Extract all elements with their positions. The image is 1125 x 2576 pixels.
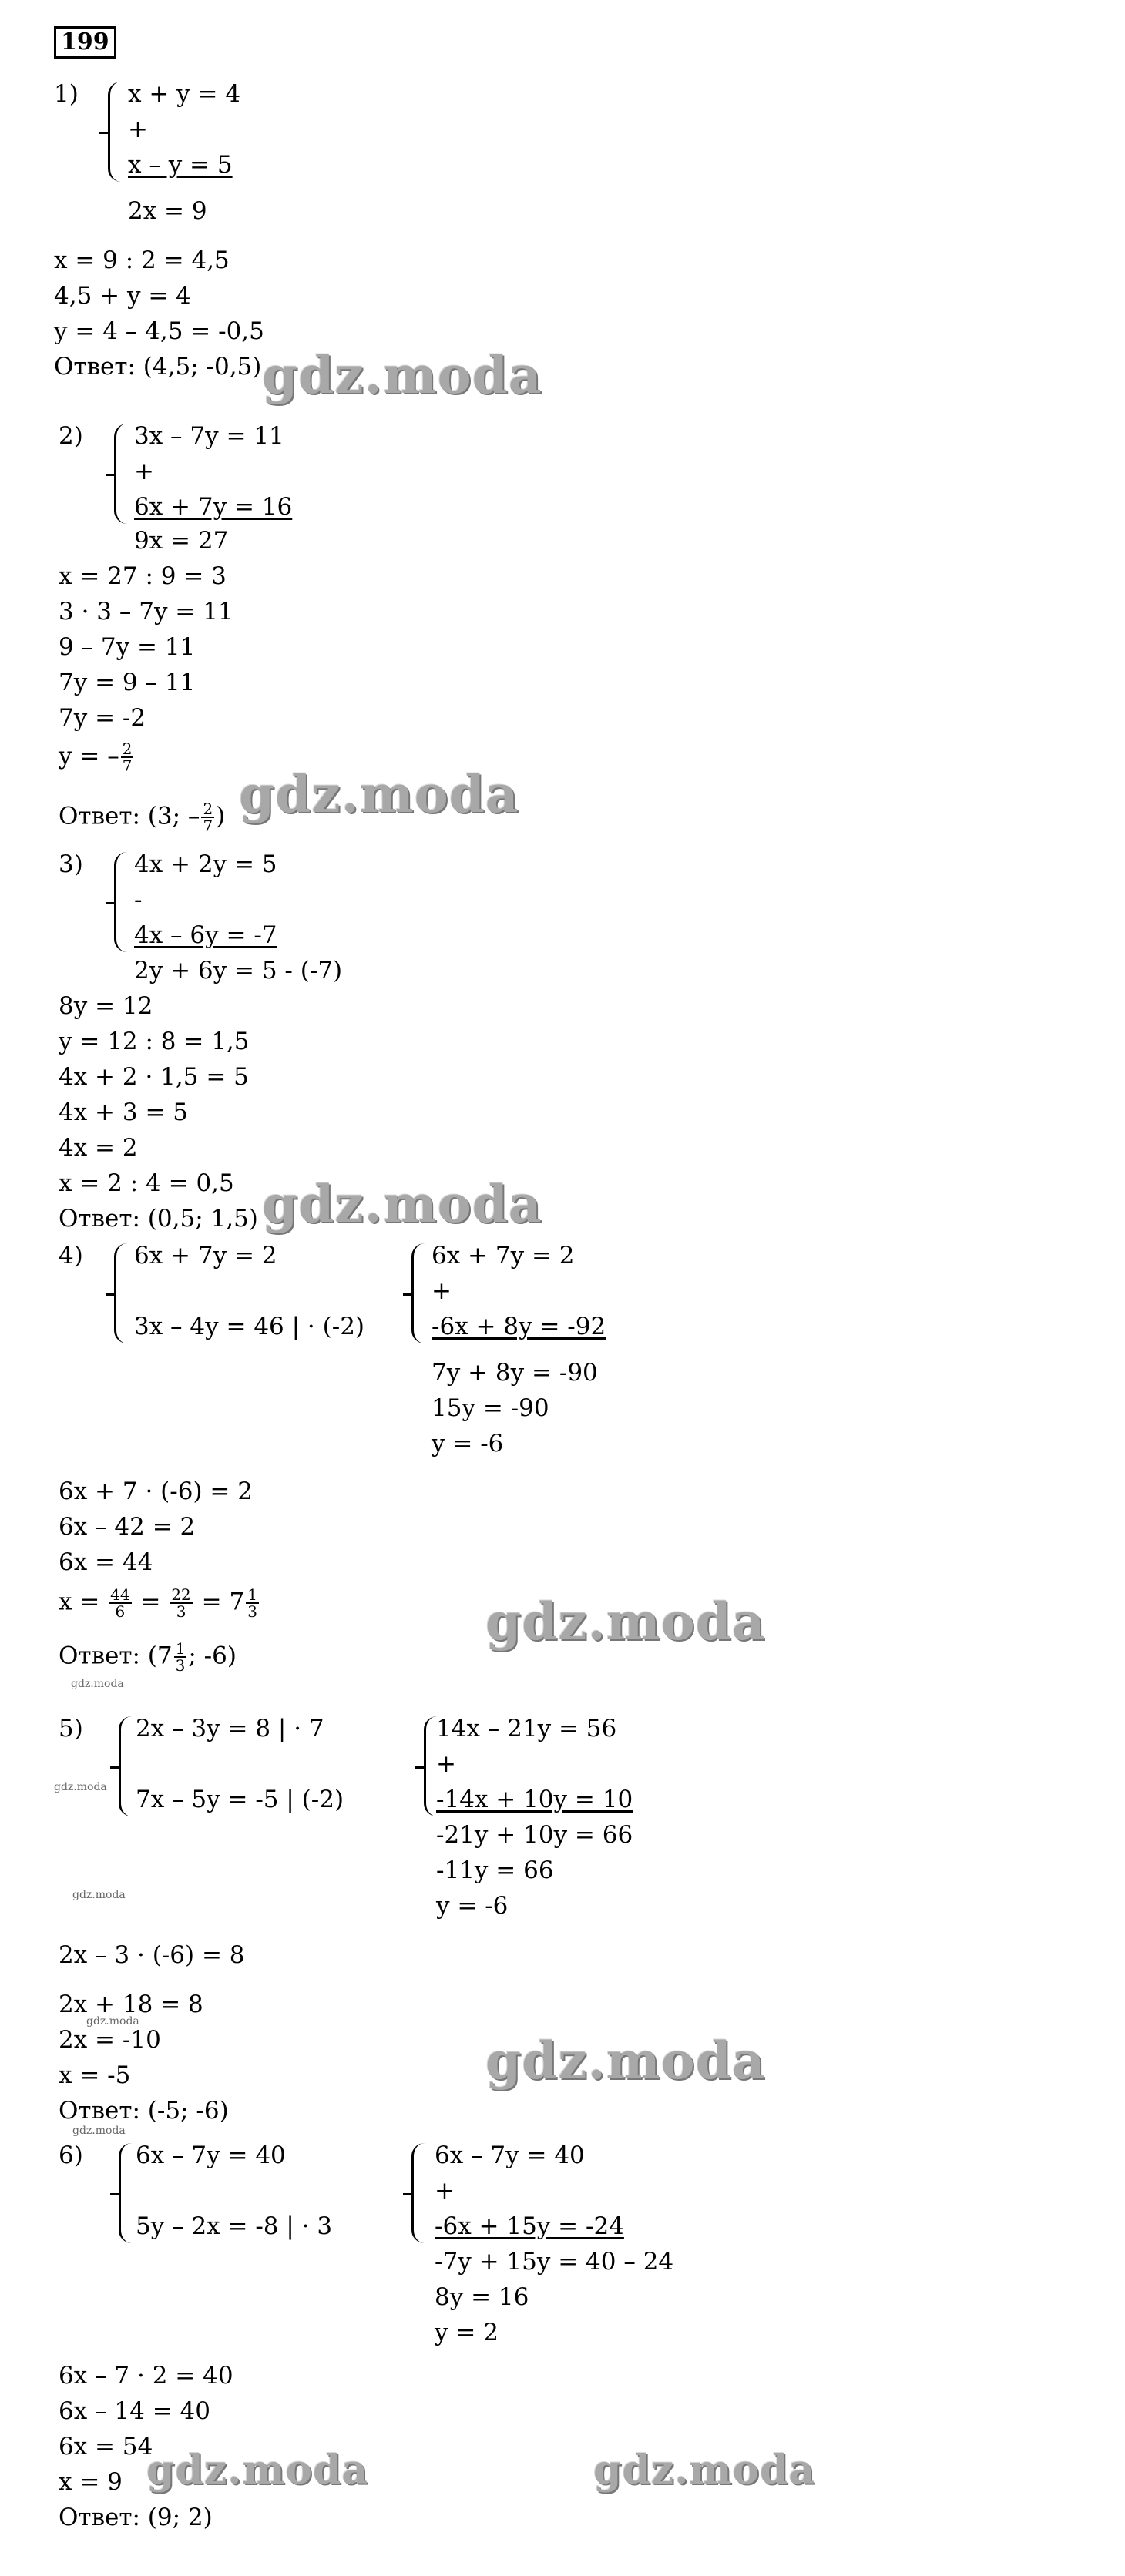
fraction bbox=[174, 1641, 187, 1673]
p1-eq1: x + y = 4 bbox=[128, 80, 241, 108]
p4-answer bbox=[59, 1641, 237, 1673]
p6-brace2 bbox=[411, 2143, 425, 2243]
p1-sum: 2x = 9 bbox=[128, 197, 207, 225]
p5-brace bbox=[119, 1716, 132, 1816]
p2-sum: 9x = 27 bbox=[134, 527, 229, 555]
p3-sum: 2y + 6y = 5 - (-7) bbox=[134, 957, 343, 984]
watermark: gdz.moda bbox=[239, 764, 519, 824]
p4-eq1: 6x + 7y = 2 bbox=[134, 1242, 277, 1270]
watermark: gdz.moda bbox=[262, 345, 542, 405]
p6-eq2: 5y – 2x = -8 | · 3 bbox=[136, 2212, 333, 2240]
p4-step: 6x + 7 · (-6) = 2 bbox=[59, 1478, 253, 1505]
p3-label: 3) bbox=[59, 850, 83, 878]
p3-answer: Ответ: (0,5; 1,5) bbox=[59, 1205, 258, 1233]
fraction-den: 3 bbox=[175, 1656, 186, 1675]
p5-answer: Ответ: (-5; -6) bbox=[59, 2097, 229, 2125]
p6-step: 6x – 14 = 40 bbox=[59, 2397, 210, 2425]
p2-y-prefix: y = – bbox=[59, 742, 119, 770]
p5-step: 2x = -10 bbox=[59, 2026, 161, 2054]
p5-rstep: -11y = 66 bbox=[436, 1857, 554, 1884]
p3-step: 8y = 12 bbox=[59, 992, 153, 1020]
p1-brace bbox=[108, 82, 121, 182]
p4-eq3: 6x + 7y = 2 bbox=[432, 1242, 575, 1270]
p6-eq4: -6x + 15y = -24 bbox=[435, 2212, 624, 2240]
p4-eq2: 3x – 4y = 46 | · (-2) bbox=[134, 1313, 365, 1340]
p6-answer: Ответ: (9; 2) bbox=[59, 2504, 213, 2531]
p5-eq3: 14x – 21y = 56 bbox=[436, 1715, 617, 1742]
p2-y-result bbox=[59, 741, 135, 773]
p5-step: 2x – 3 · (-6) = 8 bbox=[59, 1941, 245, 1969]
p1-eq2: x – y = 5 bbox=[128, 151, 233, 179]
p6-eq3: 6x – 7y = 40 bbox=[435, 2142, 585, 2169]
p3-step: 4x + 3 = 5 bbox=[59, 1098, 189, 1126]
p4-eq4: -6x + 8y = -92 bbox=[432, 1313, 606, 1340]
p4-x-prefix: x = bbox=[59, 1588, 100, 1616]
watermark: gdz.moda bbox=[485, 2031, 766, 2091]
p2-step: 7y = -2 bbox=[59, 704, 146, 732]
p2-brace bbox=[114, 424, 127, 524]
watermark-small: gdz.moda bbox=[72, 1889, 126, 1901]
p2-answer bbox=[59, 801, 225, 834]
p4-brace bbox=[114, 1243, 127, 1343]
p4-answer-prefix: Ответ: (7 bbox=[59, 1642, 173, 1670]
fraction bbox=[201, 801, 214, 834]
fraction-den: 3 bbox=[176, 1602, 186, 1621]
p6-op: + bbox=[435, 2177, 455, 2205]
p3-step: 4x = 2 bbox=[59, 1134, 138, 1162]
p2-step: 9 – 7y = 11 bbox=[59, 633, 196, 661]
p6-eq1: 6x – 7y = 40 bbox=[136, 2142, 286, 2169]
fraction bbox=[109, 1587, 131, 1619]
p4-rstep: y = -6 bbox=[432, 1430, 504, 1457]
watermark-small: gdz.moda bbox=[71, 1678, 124, 1690]
fraction-den: 7 bbox=[122, 756, 133, 775]
p6-step: 6x – 7 · 2 = 40 bbox=[59, 2362, 233, 2390]
p5-brace2 bbox=[424, 1716, 437, 1816]
p5-op: + bbox=[436, 1750, 456, 1778]
p5-label: 5) bbox=[59, 1715, 83, 1742]
fraction bbox=[246, 1587, 259, 1619]
p5-eq2: 7x – 5y = -5 | (-2) bbox=[136, 1786, 344, 1813]
p2-eq1: 3x – 7y = 11 bbox=[134, 422, 284, 450]
fraction bbox=[121, 741, 134, 773]
p2-eq2: 6x + 7y = 16 bbox=[134, 493, 293, 521]
p4-step: 6x – 42 = 2 bbox=[59, 1513, 196, 1541]
watermark-small: gdz.moda bbox=[86, 2015, 139, 2028]
p3-step: y = 12 : 8 = 1,5 bbox=[59, 1028, 250, 1055]
fraction-den: 3 bbox=[247, 1602, 257, 1621]
p1-step: y = 4 – 4,5 = -0,5 bbox=[54, 317, 264, 345]
p4-op: + bbox=[432, 1277, 452, 1305]
p6-brace bbox=[119, 2143, 132, 2243]
mixed-whole: 7 bbox=[229, 1588, 245, 1616]
p6-label: 6) bbox=[59, 2142, 83, 2169]
p3-op: - bbox=[134, 886, 143, 914]
p4-x-result bbox=[59, 1587, 260, 1619]
fraction-num: 2 bbox=[203, 800, 213, 818]
fraction-num: 44 bbox=[110, 1585, 130, 1604]
p5-eq4: -14x + 10y = 10 bbox=[436, 1786, 633, 1813]
equals-sign: = bbox=[140, 1588, 161, 1616]
p4-rstep: 15y = -90 bbox=[432, 1394, 549, 1422]
p3-eq1: 4x + 2y = 5 bbox=[134, 850, 277, 878]
p3-step: x = 2 : 4 = 0,5 bbox=[59, 1169, 234, 1197]
watermark: gdz.moda bbox=[146, 2447, 369, 2494]
p4-label: 4) bbox=[59, 1242, 83, 1270]
p6-rstep: y = 2 bbox=[435, 2319, 499, 2346]
p4-brace2 bbox=[411, 1243, 425, 1343]
p5-step: x = -5 bbox=[59, 2061, 131, 2089]
p5-rstep: -21y + 10y = 66 bbox=[436, 1821, 633, 1849]
p2-step: 7y = 9 – 11 bbox=[59, 669, 196, 696]
p5-rstep: y = -6 bbox=[436, 1892, 509, 1920]
fraction bbox=[170, 1587, 192, 1619]
p2-step: x = 27 : 9 = 3 bbox=[59, 562, 227, 590]
p3-eq2: 4x – 6y = -7 bbox=[134, 921, 277, 949]
p2-answer-prefix: Ответ: (3; – bbox=[59, 802, 200, 830]
watermark: gdz.moda bbox=[485, 1592, 766, 1652]
watermark: gdz.moda bbox=[262, 1174, 542, 1234]
watermark: gdz.moda bbox=[593, 2447, 816, 2494]
p6-step: x = 9 bbox=[59, 2468, 123, 2496]
task-number: 199 bbox=[54, 26, 116, 59]
p6-rstep: -7y + 15y = 40 – 24 bbox=[435, 2248, 674, 2276]
p3-step: 4x + 2 · 1,5 = 5 bbox=[59, 1063, 249, 1091]
watermark-small: gdz.moda bbox=[54, 1781, 107, 1793]
p5-eq1: 2x – 3y = 8 | · 7 bbox=[136, 1715, 324, 1742]
fraction-num: 22 bbox=[171, 1585, 191, 1604]
fraction-den: 7 bbox=[203, 817, 213, 835]
fraction-num: 1 bbox=[247, 1585, 257, 1604]
p2-label: 2) bbox=[59, 422, 83, 450]
p2-answer-suffix: ) bbox=[216, 802, 226, 830]
p5-step: 2x + 18 = 8 bbox=[59, 1991, 203, 2018]
p1-answer: Ответ: (4,5; -0,5) bbox=[54, 353, 262, 381]
p1-step: 4,5 + y = 4 bbox=[54, 282, 191, 310]
p1-step: x = 9 : 2 = 4,5 bbox=[54, 247, 230, 274]
p1-op: + bbox=[128, 116, 148, 143]
equals-sign: = bbox=[201, 1588, 222, 1616]
p3-brace bbox=[114, 852, 127, 952]
fraction-num: 1 bbox=[175, 1639, 186, 1658]
p6-rstep: 8y = 16 bbox=[435, 2283, 529, 2311]
p2-step: 3 · 3 – 7y = 11 bbox=[59, 598, 233, 626]
watermark-small: gdz.moda bbox=[72, 2125, 126, 2137]
p6-step: 6x = 54 bbox=[59, 2433, 153, 2460]
fraction-den: 6 bbox=[115, 1602, 126, 1621]
p1-label: 1) bbox=[54, 80, 79, 108]
p4-answer-suffix: ; -6) bbox=[188, 1642, 237, 1670]
p4-rstep: 7y + 8y = -90 bbox=[432, 1359, 598, 1387]
fraction-num: 2 bbox=[122, 740, 133, 758]
p2-op: + bbox=[134, 458, 154, 485]
p4-step: 6x = 44 bbox=[59, 1548, 153, 1576]
